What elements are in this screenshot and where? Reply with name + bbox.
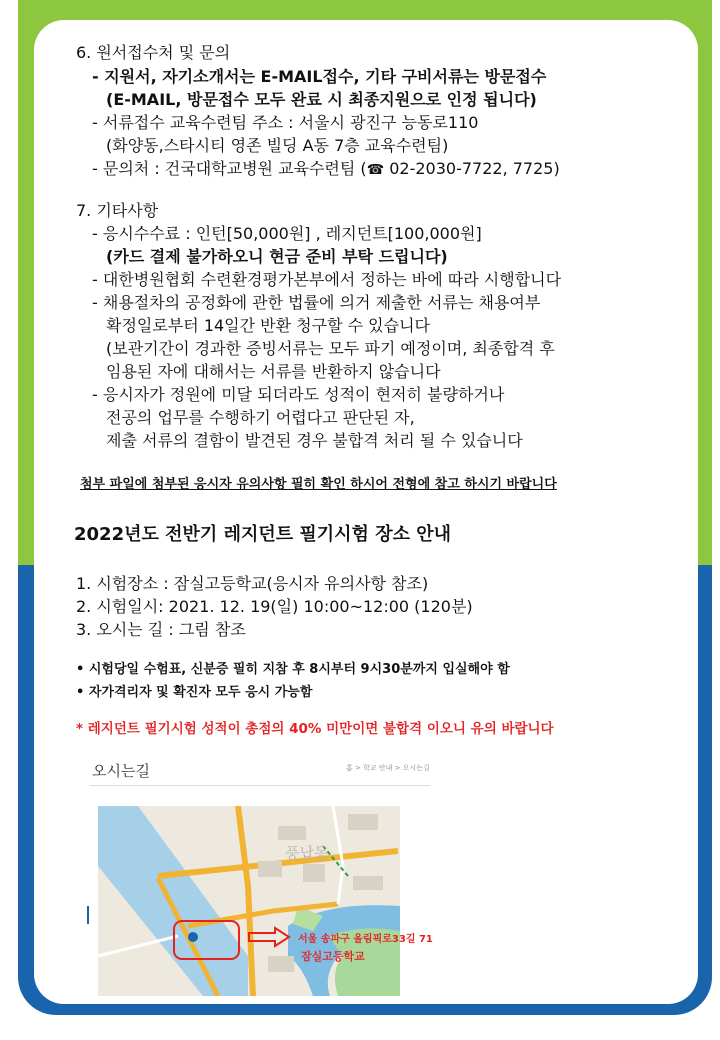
section7-line7: 임용된 자에 대해서는 서류를 반환하지 않습니다 bbox=[106, 362, 441, 381]
section7-line10: 제출 서류의 결함이 발견된 경우 불합격 처리 될 수 있습니다 bbox=[106, 431, 523, 450]
section6-line5 bbox=[92, 156, 560, 179]
map-district-label: 풍납동 bbox=[285, 844, 329, 862]
section7-line6: (보관기간이 경과한 증빙서류는 모두 파기 예정이며, 최종합격 후 bbox=[106, 339, 555, 358]
section6-line2: (E-MAIL, 방문접수 모두 완료 시 최종지원으로 인정 됩니다) bbox=[106, 90, 537, 109]
exam-warning: * 레지던트 필기시험 성적이 총점의 40% 미만이면 불합격 이오니 유의 바랍니다 bbox=[76, 721, 554, 737]
section7-title: 7. 기타사항 bbox=[76, 201, 159, 220]
exam-bullet2: • 자가격리자 및 확진자 모두 응시 가능함 bbox=[76, 685, 313, 700]
school-marker-icon bbox=[188, 932, 198, 942]
exam-item3: 3. 오시는 길 : 그림 참조 bbox=[76, 620, 246, 639]
section7-line3: - 대한병원협회 수련환경평가본부에서 정하는 바에 따라 시행합니다 bbox=[92, 270, 562, 289]
map-header: 오시는길 bbox=[92, 762, 150, 780]
section6-line4: (화양동,스타시티 영존 빌딩 A동 7층 교육수련팀) bbox=[106, 136, 449, 155]
map-breadcrumb[interactable]: 홈 > 학교 안내 > 오시는길 bbox=[346, 764, 430, 772]
exam-item2: 2. 시험일시: 2021. 12. 19(일) 10:00~12:00 (120분) bbox=[76, 597, 473, 616]
section7-line8: - 응시자가 정원에 미달 되더라도 성적이 현저히 불량하거나 bbox=[92, 385, 505, 404]
section7-line2: (카드 결제 불가하오니 현금 준비 부탁 드립니다) bbox=[106, 247, 448, 266]
section6-line3: - 서류접수 교육수련팀 주소 : 서울시 광진구 능동로110 bbox=[92, 113, 479, 132]
arrow-right-icon bbox=[247, 926, 291, 948]
text-caret bbox=[87, 906, 89, 924]
section7-line9: 전공의 업무를 수행하기 어렵다고 판단된 자, bbox=[106, 408, 415, 427]
map-divider bbox=[90, 785, 430, 786]
map-address: 서울 송파구 올림픽로33길 71 bbox=[298, 934, 433, 945]
section7-line4: - 채용절차의 공정화에 관한 법률에 의거 제출한 서류는 채용여부 bbox=[92, 293, 541, 312]
school-highlight-box bbox=[173, 920, 240, 960]
exam-item1: 1. 시험장소 : 잠실고등학교(응시자 유의사항 참조) bbox=[76, 574, 429, 593]
exam-bullet1: • 시험당일 수험표, 신분증 필히 지참 후 8시부터 9시30분까지 입실해야 함 bbox=[76, 662, 510, 677]
section6-line5-prefix: - 문의처 : 건국대학교병원 교육수련팀 ( bbox=[92, 159, 367, 178]
section7-line1: - 응시수수료 : 인턴[50,000원] , 레지던트[100,000원] bbox=[92, 224, 482, 243]
phone-icon: ☎ bbox=[366, 162, 385, 178]
section7-line5: 확정일로부터 14일간 반환 청구할 수 있습니다 bbox=[106, 316, 430, 335]
map-graphic bbox=[98, 806, 400, 996]
section6-line1: - 지원서, 자기소개서는 E-MAIL접수, 기타 구비서류는 방문접수 bbox=[92, 67, 547, 86]
section6-line5-suffix: 02-2030-7722, 7725) bbox=[384, 159, 560, 178]
location-map[interactable] bbox=[98, 806, 400, 996]
map-school-name: 잠실고등학교 bbox=[301, 950, 365, 963]
attachment-notice: 첨부 파일에 첨부된 응시자 유의사항 필히 확인 하시어 전형에 참고 하시기 바랍니다 bbox=[80, 477, 557, 492]
exam-heading: 2022년도 전반기 레지던트 필기시험 장소 안내 bbox=[74, 524, 452, 545]
section6-title: 6. 원서접수처 및 문의 bbox=[76, 43, 231, 62]
